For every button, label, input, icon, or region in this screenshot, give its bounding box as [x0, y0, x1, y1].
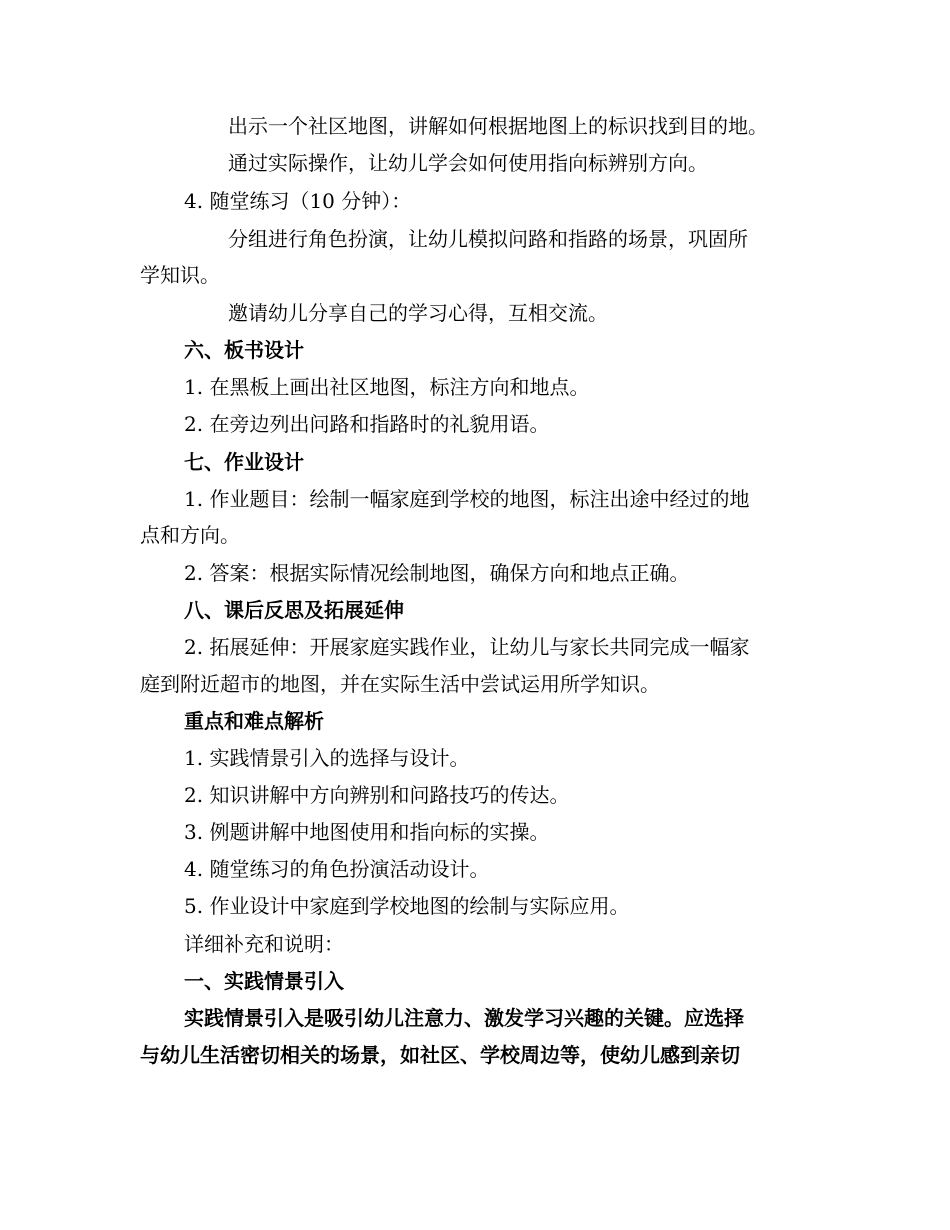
- paragraph-line: 点和方向。: [140, 523, 240, 547]
- section-heading: 六、板书设计: [184, 338, 304, 362]
- paragraph-line: 邀请幼儿分享自己的学习心得，互相交流。: [228, 301, 608, 325]
- list-item: 1. 在黑板上画出社区地图，标注方向和地点。: [184, 375, 590, 399]
- paragraph-line: 分组进行角色扮演，让幼儿模拟问路和指路的场景，巩固所: [228, 227, 748, 251]
- list-item-heading: 4. 随堂练习（10 分钟）：: [184, 189, 412, 213]
- section-heading: 八、课后反思及拓展延伸: [184, 598, 404, 622]
- paragraph-line: 与幼儿生活密切相关的场景，如社区、学校周边等，使幼儿感到亲切: [140, 1043, 740, 1067]
- list-item: 1. 作业题目：绘制一幅家庭到学校的地图，标注出途中经过的地: [184, 487, 750, 511]
- list-item: 2. 答案：根据实际情况绘制地图，确保方向和地点正确。: [184, 561, 690, 585]
- list-item: 5. 作业设计中家庭到学校地图的绘制与实际应用。: [184, 894, 630, 918]
- paragraph-line: 通过实际操作，让幼儿学会如何使用指向标辨别方向。: [228, 151, 708, 175]
- section-heading: 一、实践情景引入: [184, 969, 344, 993]
- list-item: 2. 在旁边列出问路和指路时的礼貌用语。: [184, 412, 550, 436]
- paragraph-line: 实践情景引入是吸引幼儿注意力、激发学习兴趣的关键。应选择: [184, 1006, 744, 1030]
- section-heading: 七、作业设计: [184, 450, 304, 474]
- list-item: 4. 随堂练习的角色扮演活动设计。: [184, 857, 490, 881]
- paragraph-line: 出示一个社区地图，讲解如何根据地图上的标识找到目的地。: [228, 114, 768, 138]
- paragraph-line: 学知识。: [140, 263, 220, 287]
- paragraph-line: 详细补充和说明：: [184, 932, 344, 956]
- list-item: 2. 知识讲解中方向辨别和问路技巧的传达。: [184, 783, 570, 807]
- list-item: 2. 拓展延伸：开展家庭实践作业，让幼儿与家长共同完成一幅家: [184, 635, 750, 659]
- paragraph-line: 庭到附近超市的地图，并在实际生活中尝试运用所学知识。: [140, 672, 660, 696]
- list-item: 1. 实践情景引入的选择与设计。: [184, 746, 470, 770]
- section-heading: 重点和难点解析: [184, 709, 324, 733]
- list-item: 3. 例题讲解中地图使用和指向标的实操。: [184, 820, 550, 844]
